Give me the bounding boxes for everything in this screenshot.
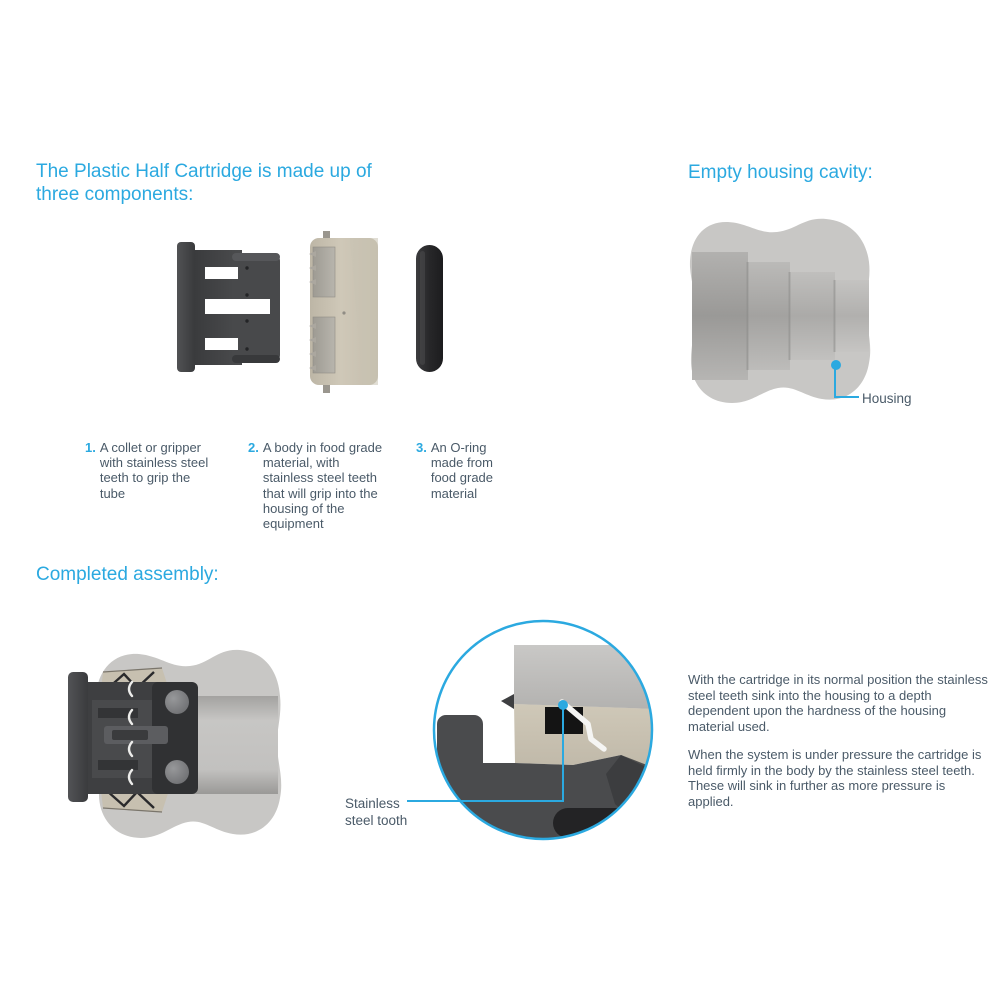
- item-text: A body in food grade material, with stainless steel teeth that will grip into the housing of the equipment: [262, 440, 383, 532]
- housing-illustration: [680, 205, 880, 420]
- component-item-3: [416, 440, 517, 501]
- assembly-illustration: [40, 610, 300, 860]
- assembly-paragraph-1: With the cartridge in its normal position the stainless steel teeth sink into the housing to a depth dependent upon the hardness of the housing material used.: [688, 672, 988, 734]
- collet-illustration: [177, 242, 280, 372]
- assembly-paragraph-2: When the system is under pressure the cartridge is held firmly in the body by the stainless steel teeth. These will sink in further as more pressure is applied.: [688, 747, 982, 809]
- tooth-label: Stainless steel tooth: [345, 796, 408, 828]
- item-number: 2.: [248, 440, 259, 455]
- component-item-1: [85, 440, 218, 501]
- inset-tooth-gap: [545, 707, 583, 734]
- item-text: An O-ring made from food grade material: [430, 440, 494, 501]
- oring-illustration: [416, 245, 443, 372]
- body-illustration: [309, 231, 378, 393]
- tooth-callout-line-v: [562, 705, 564, 802]
- components-heading: The Plastic Half Cartridge is made up of three components:: [36, 161, 372, 205]
- item-number: 3.: [416, 440, 427, 455]
- tooth-callout-dot: [558, 700, 568, 710]
- inset-housing-section: [514, 645, 657, 709]
- item-number: 1.: [85, 440, 96, 455]
- components-illustration: [160, 225, 460, 400]
- component-item-2: [248, 440, 387, 531]
- tooth-inset-illustration: [425, 612, 665, 852]
- housing-callout-line-v: [834, 365, 836, 398]
- housing-callout-line-h: [834, 396, 859, 398]
- assembly-heading: Completed assembly:: [36, 564, 219, 585]
- item-text: A collet or gripper with stainless steel teeth to grip the tube: [99, 440, 209, 501]
- assembly-description: [688, 672, 994, 822]
- housing-heading: Empty housing cavity:: [688, 162, 873, 183]
- tooth-callout-line-h: [407, 800, 564, 802]
- housing-label: Housing: [862, 391, 912, 406]
- housing-callout-dot: [831, 360, 841, 370]
- assembly-cartridge: [68, 672, 198, 802]
